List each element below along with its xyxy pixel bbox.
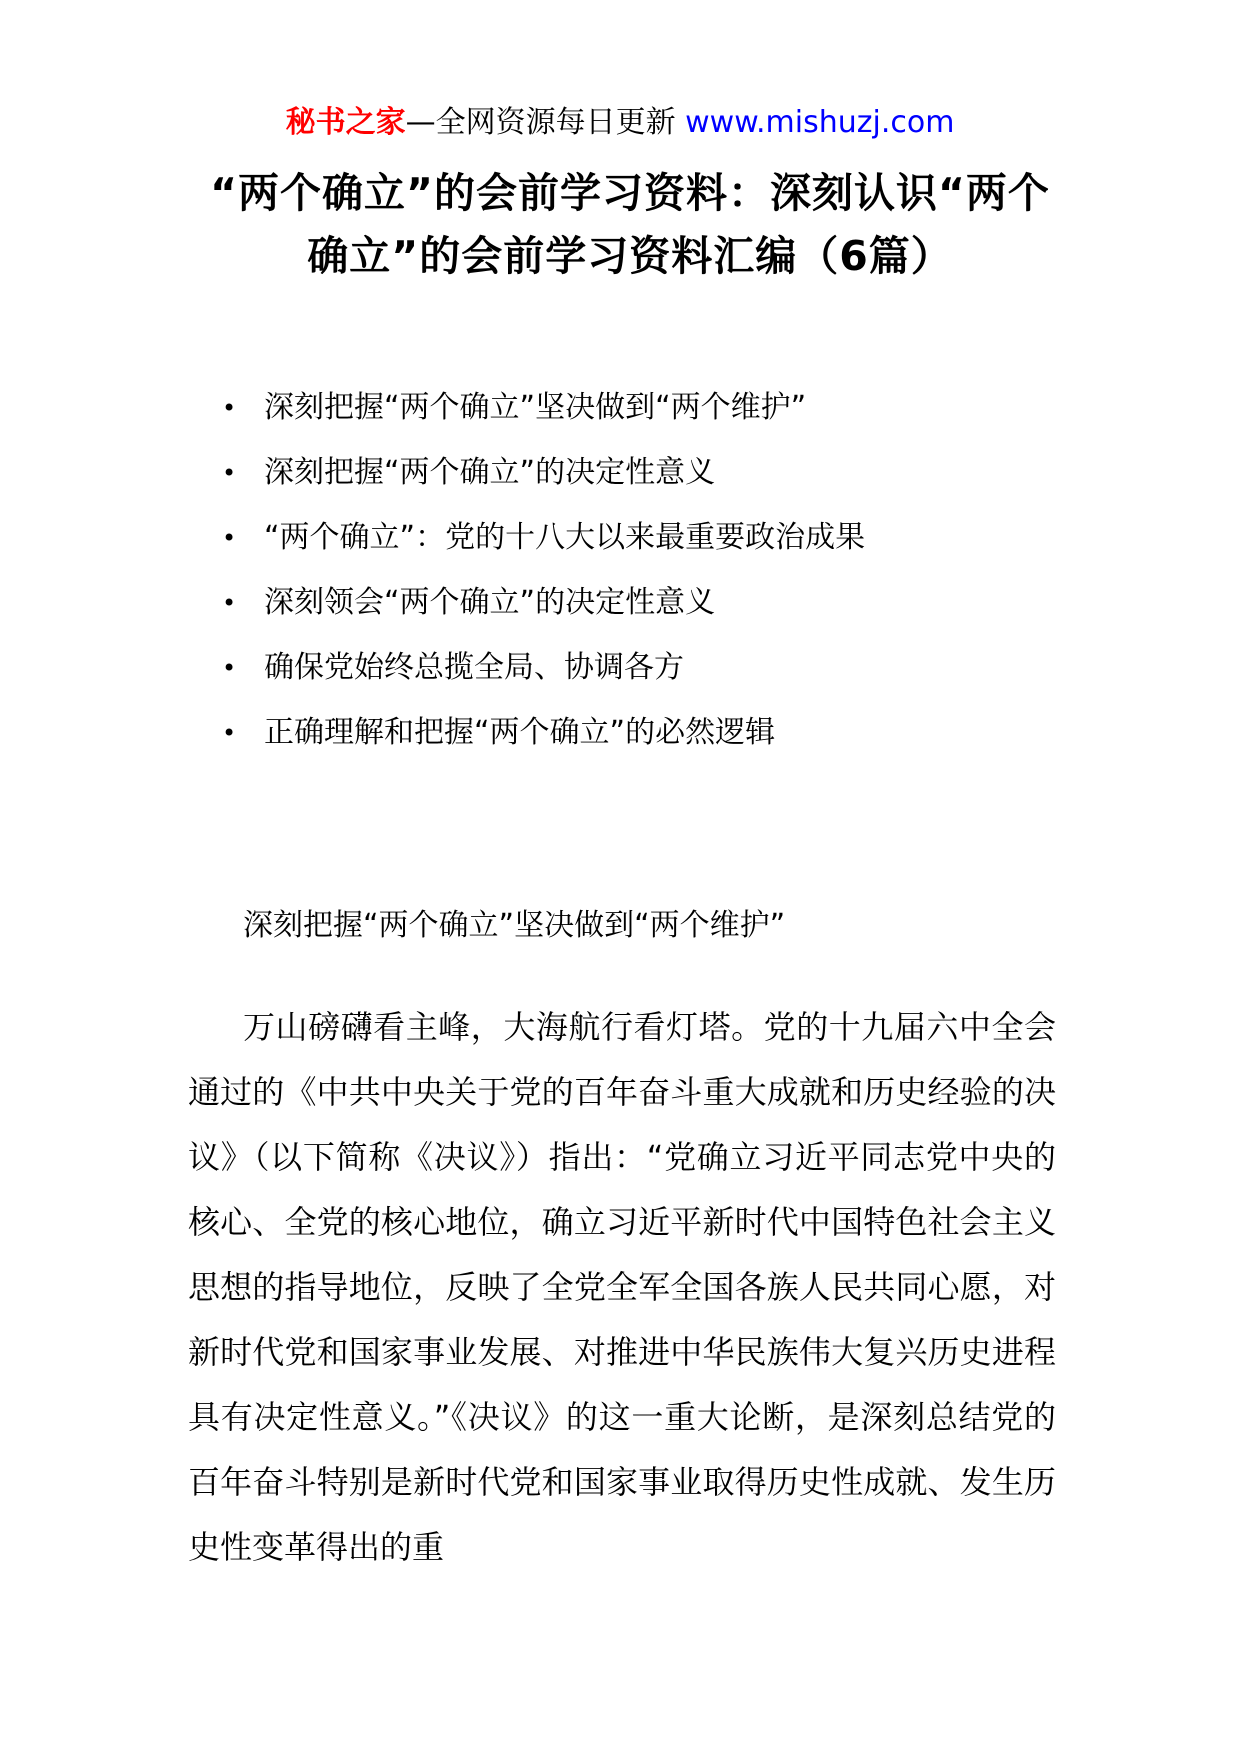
bullet-icon: • [222,654,237,682]
toc-item-label: 确保党始终总揽全局、协调各方 [264,650,684,685]
bullet-icon: • [222,589,237,617]
bullet-icon: • [222,719,237,747]
toc-item[interactable] [212,388,1112,453]
bullet-icon: • [222,459,237,487]
toc-item[interactable] [212,713,1112,778]
bullet-icon: • [222,524,237,552]
toc-item[interactable] [212,518,1112,583]
toc-item-label: 深刻把握“两个确立”的决定性意义 [264,455,716,490]
toc-item[interactable] [212,453,1112,518]
toc-item-label: 正确理解和把握“两个确立”的必然逻辑 [264,715,776,750]
toc-item[interactable] [212,583,1112,648]
body-paragraph: 万山磅礴看主峰，大海航行看灯塔。党的十九届六中全会通过的《中共中央关于党的百年奋斗重大成就和历史经验的决议》（以下简称《决议》）指出：“党确立习近平同志党中央的核心、全党的核心地位，确立习近平新时代中国特色社会主义思想的指导地位，反映了全党全军全国各族人民共同心愿，对新时代党和国家事业发展、对推进中华民族伟大复兴历史进程具有决定性意义。”《决议》的这一重大论断，是深刻总结党的百年奋斗特别是新时代党和国家事业取得历史性成就、发生历史性变革得出的重 [188,1008,1056,1566]
site-url-link[interactable]: www.mishuzj.com [685,105,955,140]
brand-name: 秘书之家 [285,105,406,140]
header-tagline: —全网资源每日更新 [405,105,686,140]
section-heading: 深刻把握“两个确立”坚决做到“两个维护” [243,908,786,943]
document-title: “两个确立”的会前学习资料：深刻认识“两个确立”的会前学习资料汇编（6篇） [210,169,1050,280]
bullet-icon: • [222,394,237,422]
table-of-contents [212,388,1112,778]
toc-item-label: “两个确立”：党的十八大以来最重要政治成果 [264,520,866,555]
toc-item-label: 深刻领会“两个确立”的决定性意义 [264,585,716,620]
toc-item[interactable] [212,648,1112,713]
site-header [0,103,1240,143]
toc-item-label: 深刻把握“两个确立”坚决做到“两个维护” [264,390,807,425]
